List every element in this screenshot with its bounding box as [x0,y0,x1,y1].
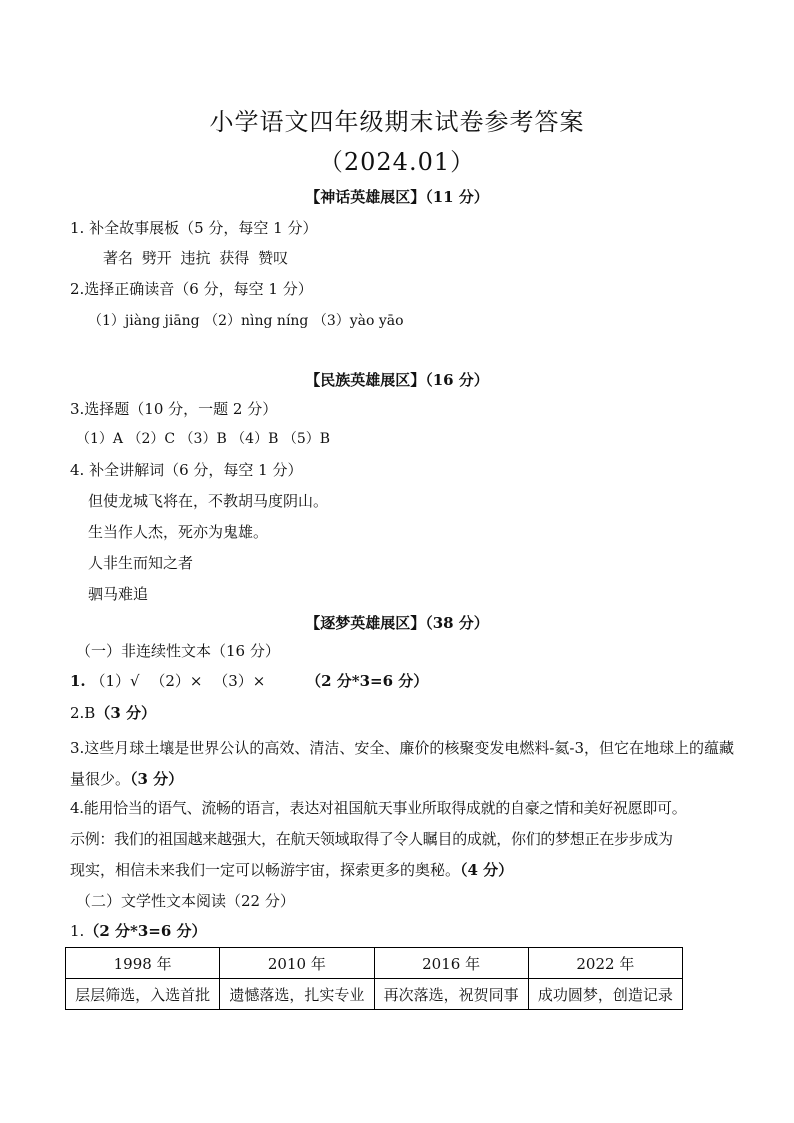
section-header-dream-heroes: 【逐梦英雄展区】（38 分） [305,614,489,632]
document-title: 小学语文四年级期末试卷参考答案 [209,108,585,136]
question-4-line-2: 生当作人杰，死亦为鬼雄。 [88,523,269,541]
answer-3-score: （3 分） [130,770,184,788]
table-cell-year: 2010 年 [220,948,374,979]
answer-2-row [70,702,156,724]
part-2-title: （二）文学性文本阅读（22 分） [76,892,295,910]
section-header-myth-heroes: 【神话英雄展区】（11 分） [305,188,489,206]
table-cell-year: 2016 年 [374,948,528,979]
answer-4-line-2: 示例：我们的祖国越来越强大，在航天领域取得了令人瞩目的成就，你们的梦想正在步步成为 [70,830,673,848]
astronaut-timeline-table [65,947,683,1010]
answer-4-line-3-row [70,859,513,881]
question-4-title: 4. 补全讲解词（6 分，每空 1 分） [70,461,303,479]
table-row [66,948,683,979]
answer-1-row [70,670,428,692]
question-2-title: 2.选择正确读音（6 分，每空 1 分） [70,280,313,298]
answer-1-score: （2 分*3=6 分） [306,672,429,690]
literary-answer-1-row [70,920,206,942]
answer-4-score: （4 分） [460,861,514,879]
part-1-title: （一）非连续性文本（16 分） [76,642,280,660]
table-cell-event: 再次落选，祝贺同事 [374,979,528,1010]
table-cell-event: 遗憾落选，扎实专业 [220,979,374,1010]
answer-3-text: 3.这些月球土壤是世界公认的高效、清洁、安全、廉价的核聚变发电燃料-氦-3，但它在地球上的蕴藏量很少。 [70,739,734,788]
question-1-answer: 著名 劈开 违抗 获得 赞叹 [103,249,289,267]
table-row [66,979,683,1010]
literary-answer-1-number: 1. [70,922,85,940]
document-date: （2024.01） [318,148,476,176]
table-cell-year: 1998 年 [66,948,220,979]
question-4-line-4: 驷马难追 [88,585,149,603]
answer-1-marks: （1）√ （2）× （3）× [90,672,266,690]
table-cell-year: 2022 年 [528,948,682,979]
answer-2-text: 2.B [70,704,96,722]
answer-2-score: （3 分） [95,704,157,722]
table-cell-event: 层层筛选，入选首批 [66,979,220,1010]
question-3-title: 3.选择题（10 分，一题 2 分） [70,400,278,418]
literary-answer-1-score: （2 分*3=6 分） [84,922,207,940]
table-cell-event: 成功圆梦，创造记录 [528,979,682,1010]
question-3-answer: （1）A （2）C （3）B （4）B （5）B [76,431,331,447]
answer-4-line-3: 现实，相信未来我们一定可以畅游宇宙，探索更多的奥秘。 [70,861,461,879]
question-4-line-3: 人非生而知之者 [88,554,194,572]
question-1-title: 1. 补全故事展板（5 分，每空 1 分） [70,219,318,237]
question-2-answer: （1）jiàng jiāng （2）nìng níng （3）yào yāo [88,313,404,329]
section-header-national-heroes: 【民族英雄展区】（16 分） [305,371,489,389]
answer-3-paragraph [70,733,740,795]
answer-1-number: 1. [70,672,86,690]
question-4-line-1: 但使龙城飞将在，不教胡马度阴山。 [88,492,329,510]
answer-4-line-1: 4.能用恰当的语气、流畅的语言，表达对祖国航天事业所取得成就的自豪之情和美好祝愿即可。 [70,799,687,817]
